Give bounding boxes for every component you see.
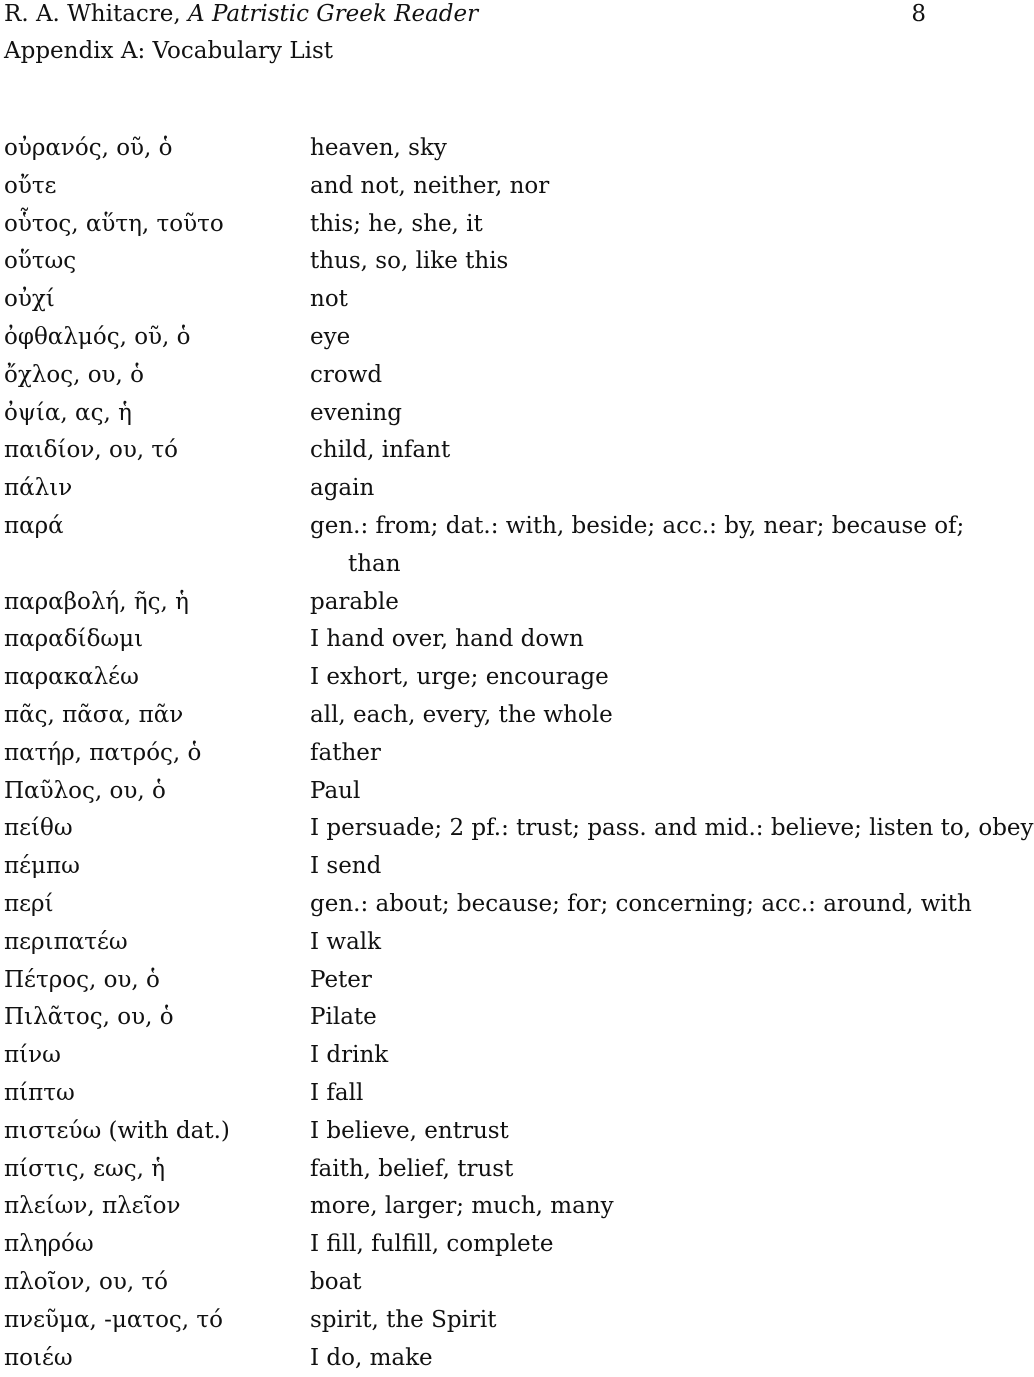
greek-headword: ὄχλος, ου, ὁ xyxy=(4,357,310,395)
gloss-text: Peter xyxy=(310,967,372,993)
gloss-text: and not, neither, nor xyxy=(310,173,549,199)
gloss-text: heaven, sky xyxy=(310,135,447,161)
english-gloss xyxy=(310,1264,960,1302)
header-author xyxy=(4,0,478,28)
english-gloss xyxy=(310,357,960,395)
english-gloss xyxy=(310,1340,960,1377)
greek-headword: Πιλᾶτος, ου, ὁ xyxy=(4,999,310,1037)
english-gloss xyxy=(310,1113,960,1151)
english-gloss xyxy=(310,773,960,811)
english-gloss xyxy=(310,659,960,697)
english-gloss xyxy=(310,621,960,659)
gloss-text: I walk xyxy=(310,929,381,955)
vocab-entry xyxy=(4,886,960,924)
greek-headword: περιπατέω xyxy=(4,924,310,962)
gloss-text: not xyxy=(310,286,348,312)
vocab-entry xyxy=(4,773,960,811)
greek-headword: ὀψία, ας, ἡ xyxy=(4,395,310,433)
greek-headword: πληρόω xyxy=(4,1226,310,1264)
vocab-entry xyxy=(4,848,960,886)
greek-headword: ὀφθαλμός, οῦ, ὁ xyxy=(4,319,310,357)
vocab-entry xyxy=(4,621,960,659)
greek-headword: πάλιν xyxy=(4,470,310,508)
vocab-entry xyxy=(4,659,960,697)
english-gloss xyxy=(310,848,960,886)
english-gloss xyxy=(310,924,960,962)
gloss-text: I do, make xyxy=(310,1345,433,1371)
header-book-title: A Patristic Greek Reader xyxy=(188,1,478,27)
greek-headword: ποιέω xyxy=(4,1340,310,1377)
english-gloss xyxy=(310,697,960,735)
gloss-text: I persuade; 2 pf.: trust; pass. and mid.: believe; listen to, obey xyxy=(310,815,1034,841)
vocab-entry xyxy=(4,395,960,433)
greek-headword: πέμπω xyxy=(4,848,310,886)
vocab-entry xyxy=(4,432,960,470)
english-gloss xyxy=(310,206,960,244)
vocab-entry xyxy=(4,962,960,1000)
greek-headword: πίστις, εως, ἡ xyxy=(4,1151,310,1189)
page-header xyxy=(4,0,954,28)
gloss-text: I believe, entrust xyxy=(310,1118,509,1144)
greek-headword: περί xyxy=(4,886,310,924)
gloss-text: evening xyxy=(310,400,402,426)
page-number: 8 xyxy=(911,0,926,28)
vocab-entry xyxy=(4,1264,960,1302)
gloss-text: I fall xyxy=(310,1080,363,1106)
english-gloss xyxy=(310,810,960,848)
vocab-entry xyxy=(4,168,960,206)
english-gloss xyxy=(310,584,960,622)
greek-headword: παραδίδωμι xyxy=(4,621,310,659)
gloss-text: father xyxy=(310,740,381,766)
english-gloss xyxy=(310,470,960,508)
greek-headword: πείθω xyxy=(4,810,310,848)
gloss-text: parable xyxy=(310,589,399,615)
english-gloss xyxy=(310,735,960,773)
greek-headword: πνεῦμα, -ματος, τό xyxy=(4,1302,310,1340)
gloss-continuation: than xyxy=(310,546,960,584)
vocab-entry xyxy=(4,584,960,622)
vocab-entry xyxy=(4,697,960,735)
greek-headword: Παῦλος, ου, ὁ xyxy=(4,773,310,811)
greek-headword: πλείων, πλεῖον xyxy=(4,1188,310,1226)
greek-headword: παρά xyxy=(4,508,310,584)
vocabulary-list xyxy=(4,130,960,1377)
greek-headword: πλοῖον, ου, τό xyxy=(4,1264,310,1302)
vocab-entry xyxy=(4,1302,960,1340)
gloss-text: I send xyxy=(310,853,381,879)
english-gloss xyxy=(310,962,960,1000)
english-gloss xyxy=(310,508,960,584)
gloss-text: spirit, the Spirit xyxy=(310,1307,497,1333)
greek-headword: οὕτως xyxy=(4,243,310,281)
english-gloss xyxy=(310,999,960,1037)
english-gloss xyxy=(310,432,960,470)
english-gloss xyxy=(310,319,960,357)
greek-headword: πατήρ, πατρός, ὁ xyxy=(4,735,310,773)
greek-headword: παιδίον, ου, τό xyxy=(4,432,310,470)
running-header xyxy=(4,0,954,28)
vocab-entry xyxy=(4,1075,960,1113)
greek-headword: παραβολή, ῆς, ἡ xyxy=(4,584,310,622)
vocab-entry xyxy=(4,735,960,773)
section-title: Appendix A: Vocabulary List xyxy=(4,37,333,65)
vocab-entry xyxy=(4,130,960,168)
greek-headword: οὗτος, αὕτη, τοῦτο xyxy=(4,206,310,244)
english-gloss xyxy=(310,886,960,924)
gloss-text: all, each, every, the whole xyxy=(310,702,613,728)
vocab-entry xyxy=(4,810,960,848)
gloss-text: gen.: about; because; for; concerning; acc.: around, with xyxy=(310,891,972,917)
gloss-text: Pilate xyxy=(310,1004,377,1030)
vocab-entry xyxy=(4,1340,960,1377)
english-gloss xyxy=(310,243,960,281)
gloss-text: again xyxy=(310,475,374,501)
vocab-entry xyxy=(4,1113,960,1151)
english-gloss xyxy=(310,130,960,168)
greek-headword: Πέτρος, ου, ὁ xyxy=(4,962,310,1000)
english-gloss xyxy=(310,1302,960,1340)
vocab-entry xyxy=(4,999,960,1037)
gloss-text: I exhort, urge; encourage xyxy=(310,664,609,690)
english-gloss xyxy=(310,1188,960,1226)
header-author-text: R. A. Whitacre, xyxy=(4,1,181,27)
vocab-entry xyxy=(4,470,960,508)
vocab-entry xyxy=(4,1188,960,1226)
gloss-text: this; he, she, it xyxy=(310,211,483,237)
english-gloss xyxy=(310,1037,960,1075)
gloss-text: I drink xyxy=(310,1042,388,1068)
vocab-entry xyxy=(4,206,960,244)
greek-headword: πιστεύω (with dat.) xyxy=(4,1113,310,1151)
gloss-text: gen.: from; dat.: with, beside; acc.: by, near; because of; xyxy=(310,513,964,539)
vocab-entry xyxy=(4,319,960,357)
gloss-text: I fill, fulfill, complete xyxy=(310,1231,554,1257)
vocab-entry xyxy=(4,1226,960,1264)
gloss-text: eye xyxy=(310,324,350,350)
gloss-text: Paul xyxy=(310,778,360,804)
greek-headword: πίπτω xyxy=(4,1075,310,1113)
vocab-entry xyxy=(4,357,960,395)
gloss-text: crowd xyxy=(310,362,382,388)
greek-headword: οὐρανός, οῦ, ὁ xyxy=(4,130,310,168)
gloss-text: more, larger; much, many xyxy=(310,1193,614,1219)
english-gloss xyxy=(310,1075,960,1113)
english-gloss xyxy=(310,168,960,206)
greek-headword: οὔτε xyxy=(4,168,310,206)
greek-headword: πᾶς, πᾶσα, πᾶν xyxy=(4,697,310,735)
vocab-entry xyxy=(4,1151,960,1189)
gloss-text: boat xyxy=(310,1269,362,1295)
gloss-text: thus, so, like this xyxy=(310,248,508,274)
english-gloss xyxy=(310,1151,960,1189)
vocab-entry xyxy=(4,1037,960,1075)
gloss-text: faith, belief, trust xyxy=(310,1156,513,1182)
greek-headword: πίνω xyxy=(4,1037,310,1075)
english-gloss xyxy=(310,1226,960,1264)
gloss-text: I hand over, hand down xyxy=(310,626,584,652)
vocab-entry xyxy=(4,508,960,584)
english-gloss xyxy=(310,395,960,433)
vocab-entry xyxy=(4,281,960,319)
gloss-text: child, infant xyxy=(310,437,450,463)
greek-headword: οὐχί xyxy=(4,281,310,319)
greek-headword: παρακαλέω xyxy=(4,659,310,697)
vocab-entry xyxy=(4,924,960,962)
vocab-entry xyxy=(4,243,960,281)
english-gloss xyxy=(310,281,960,319)
